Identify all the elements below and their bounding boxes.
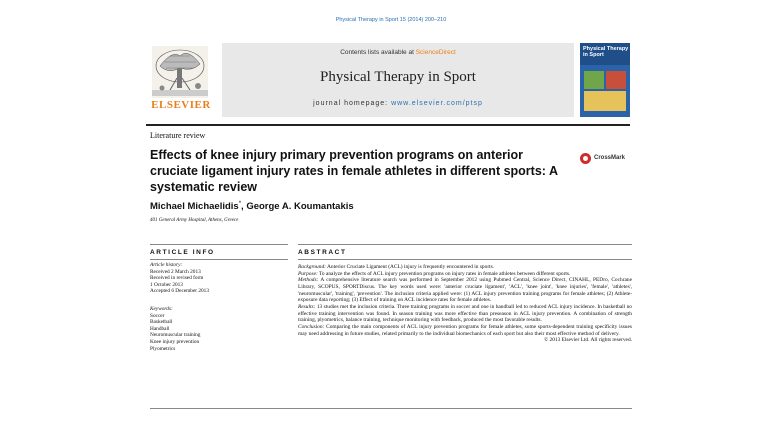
article-info [150,262,290,352]
keyword: Plyometrics [150,345,176,352]
abstract-heading: ABSTRACT [298,249,347,256]
cover-title: Physical Therapy in Sport [583,46,629,58]
article-type: Literature review [150,131,206,140]
crossmark-button[interactable] [580,152,630,166]
article-title: Effects of knee injury primary prevention programs on anterior cruciate ligament injury rates in female athletes in different sports: A systematic review [150,148,558,194]
conclusion-text: Comparing the main components of ACL injury prevention programs for female athletes, some sports-dependent training specificity issues may need addressing in future studies, related primarily to the individual biomechanics of each sport but also their most effective method of delivery. [298,323,632,337]
crossmark-label: CrossMark [594,155,626,161]
results-text: 13 studies met the inclusion criteria. Three training programs in soccer and one in handball led to reduced ACL injury incidence. In basketball no effective training intervention was found. In season training was more effective than preseason in ACL injury prevention. A combination of strength training, plyometrics, balance training, technique monitoring with feedback, produced the most favorable results. [298,303,632,324]
purpose-label: Purpose: [298,270,318,277]
keyword: Soccer [150,312,165,319]
publisher-name: ELSEVIER [151,99,211,111]
cover-photo-2 [606,71,626,89]
keyword: Basketball [150,319,173,326]
methods-text: A comprehensive literature search was performed in September 2012 using Pubmed Central, Science Direct, CINAHL, PEDro, Cochrane Library, SCOPUS, SPORTDiscus. The key words used were: 'anterior cruciate ligament', 'ACL', 'knee joint', 'knee injuries', 'female', 'athletes', 'neuromuscular', 'training', 'prevention'. The inclusion criteria applied were: (1) ACL injury prevention training programs for female athletes; (2) Athlete-exposure data reporting; (3) Effect of training on ACL incidence rates for female athletes. [298,277,632,304]
corresponding-author-mark[interactable]: * [238,201,242,207]
abstract-background [298,264,632,271]
journal-homepage [222,100,574,107]
keyword: Neuromuscular training [150,332,201,339]
keyword: Knee injury prevention [150,338,200,345]
elsevier-tree-logo-icon [152,46,208,98]
elsevier-logo [146,44,216,116]
homepage-prefix: journal homepage: [313,100,392,107]
article-info-top-rule [150,244,288,245]
article-info-rule [150,259,288,260]
methods-label: Methods: [298,277,319,284]
sciencedirect-link[interactable]: ScienceDirect [415,49,456,56]
keyword: Handball [150,325,170,332]
journal-citation[interactable]: Physical Therapy in Sport 15 (2014) 200–210 [335,17,447,23]
history-item: 1 October 2013 [150,281,183,288]
copyright-notice: © 2013 Elsevier Ltd. All rights reserved. [544,337,632,344]
affiliation: 401 General Army Hospital, Athens, Greece [150,218,239,223]
bottom-rule [150,408,632,409]
abstract-top-rule [298,244,632,245]
journal-cover-image[interactable] [580,43,630,117]
masthead-divider [146,124,630,126]
history-item: Received 2 March 2013 [150,268,201,275]
abstract-rule [298,259,632,260]
conclusion-label: Conclusion: [298,323,325,330]
cover-photo-1 [584,71,604,89]
contents-prefix: Contents lists available at [340,49,416,56]
background-text: Anterior Cruciate Ligament (ACL) injury is frequently encountered in sports. [325,264,495,270]
contents-line [222,49,574,56]
author-list [150,201,354,212]
history-item: Received in revised form [150,275,204,282]
keywords-label: Keywords: [150,305,173,312]
abstract-results [298,304,632,324]
abstract-conclusion [298,324,632,337]
results-label: Results: [298,303,316,310]
journal-title: Physical Therapy in Sport [320,69,476,85]
author-1[interactable]: Michael Michaelidis [150,201,239,212]
abstract-methods [298,277,632,304]
abstract-body [298,264,632,344]
homepage-link[interactable]: www.elsevier.com/ptsp [391,100,483,107]
history-label: Article history: [150,262,183,268]
author-2[interactable]: , George A. Koumantakis [241,201,354,212]
masthead-banner [222,43,574,117]
background-label: Background: [298,264,326,270]
article-info-heading: ARTICLE INFO [150,249,215,256]
history-item: Accepted 6 December 2013 [150,288,209,295]
cover-photo-3 [584,91,626,111]
purpose-text: To analyze the effects of ACL injury prevention programs on injury rates in female athletes between different sports. [317,270,571,277]
crossmark-icon [580,153,591,164]
